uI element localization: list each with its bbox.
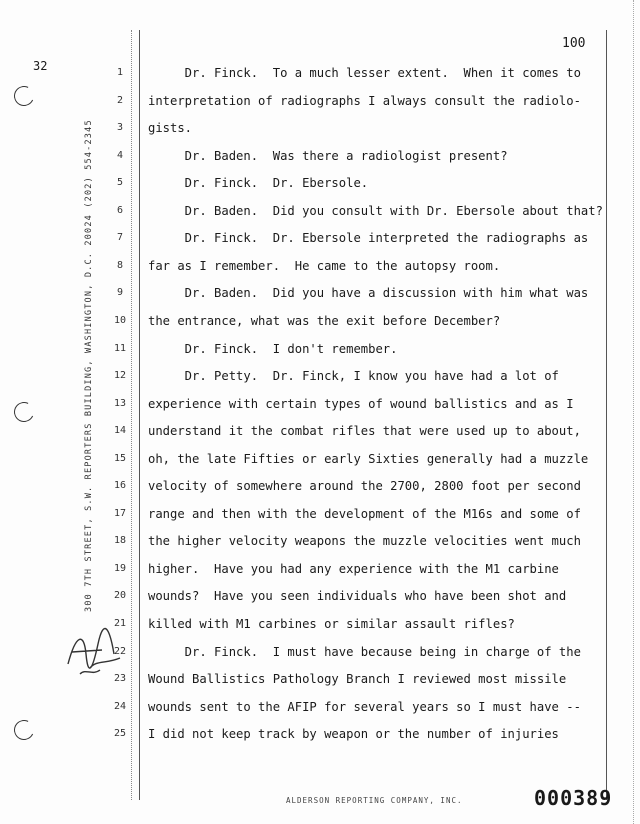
transcript-line: Wound Ballistics Pathology Branch I reviewed most missile xyxy=(148,672,567,686)
line-number: 5 xyxy=(116,177,124,188)
transcript-line: Dr. Baden. Did you consult with Dr. Ebersole about that? xyxy=(148,204,603,218)
line-number: 6 xyxy=(116,205,124,216)
transcript-line: velocity of somewhere around the 2700, 2800 foot per second xyxy=(148,479,581,493)
transcript-line: understand it the combat rifles that were used up to about, xyxy=(148,424,581,438)
punch-hole-icon xyxy=(11,83,37,109)
transcript-line: gists. xyxy=(148,121,193,135)
line-number: 24 xyxy=(113,701,127,712)
transcript-line: wounds sent to the AFIP for several years so I must have -- xyxy=(148,700,581,714)
left-margin-rule xyxy=(139,30,140,800)
line-number: 23 xyxy=(113,673,127,684)
page-edge-rule xyxy=(633,0,634,824)
transcript-line: range and then with the development of the M16s and some of xyxy=(148,507,581,521)
transcript-line: higher. Have you had any experience with the M1 carbine xyxy=(148,562,559,576)
line-number: 21 xyxy=(113,618,127,629)
line-number: 8 xyxy=(116,260,124,271)
transcript-line: killed with M1 carbines or similar assault rifles? xyxy=(148,617,515,631)
line-number: 15 xyxy=(113,453,127,464)
line-number: 3 xyxy=(116,122,124,133)
line-number: 17 xyxy=(113,508,127,519)
transcript-line: Dr. Petty. Dr. Finck, I know you have had a lot of xyxy=(148,369,559,383)
line-number: 20 xyxy=(113,590,127,601)
transcript-line: experience with certain types of wound ballistics and as I xyxy=(148,397,574,411)
transcript-line: Dr. Finck. I don't remember. xyxy=(148,342,398,356)
transcript-line: Dr. Baden. Was there a radiologist present? xyxy=(148,149,508,163)
line-number: 22 xyxy=(113,646,127,657)
line-number: 10 xyxy=(113,315,127,326)
transcript-line: interpretation of radiographs I always consult the radiolo- xyxy=(148,94,581,108)
line-number: 7 xyxy=(116,232,124,243)
line-number: 1 xyxy=(116,67,124,78)
transcript-line: Dr. Finck. I must have because being in charge of the xyxy=(148,645,581,659)
transcript-line: far as I remember. He came to the autopsy room. xyxy=(148,259,501,273)
reporter-address: 300 7TH STREET, S.W. REPORTERS BUILDING, WASHINGTON, D.C. 20024 (202) 554-2345 xyxy=(84,119,94,612)
right-margin-rule xyxy=(606,30,607,800)
line-number: 12 xyxy=(113,370,127,381)
transcript-line: Dr. Finck. Dr. Ebersole interpreted the radiographs as xyxy=(148,231,589,245)
transcript-line: Dr. Finck. Dr. Ebersole. xyxy=(148,176,369,190)
transcript-line: the higher velocity weapons the muzzle velocities went much xyxy=(148,534,581,548)
page-number: 100 xyxy=(562,36,586,51)
transcript-line: the entrance, what was the exit before December? xyxy=(148,314,501,328)
line-number: 18 xyxy=(113,535,127,546)
margin-number: 32 xyxy=(33,59,48,73)
left-margin-dotted-rule xyxy=(131,30,132,800)
transcript-line: oh, the late Fifties or early Sixties generally had a muzzle xyxy=(148,452,589,466)
transcript-line: wounds? Have you seen individuals who have been shot and xyxy=(148,589,567,603)
line-number: 13 xyxy=(113,398,127,409)
reporter-footer: ALDERSON REPORTING COMPANY, INC. xyxy=(286,796,463,805)
line-number: 4 xyxy=(116,150,124,161)
line-number: 16 xyxy=(113,480,127,491)
transcript-line: I did not keep track by weapon or the number of injuries xyxy=(148,727,559,741)
transcript-line: Dr. Finck. To a much lesser extent. When it comes to xyxy=(148,66,581,80)
line-number: 25 xyxy=(113,728,127,739)
line-number: 2 xyxy=(116,95,124,106)
line-number: 11 xyxy=(113,343,127,354)
bates-number: 000389 xyxy=(534,786,613,810)
punch-hole-icon xyxy=(11,717,37,743)
punch-hole-icon xyxy=(11,399,37,425)
line-number: 19 xyxy=(113,563,127,574)
transcript-line: Dr. Baden. Did you have a discussion with him what was xyxy=(148,286,589,300)
line-number: 14 xyxy=(113,425,127,436)
line-number: 9 xyxy=(116,287,124,298)
